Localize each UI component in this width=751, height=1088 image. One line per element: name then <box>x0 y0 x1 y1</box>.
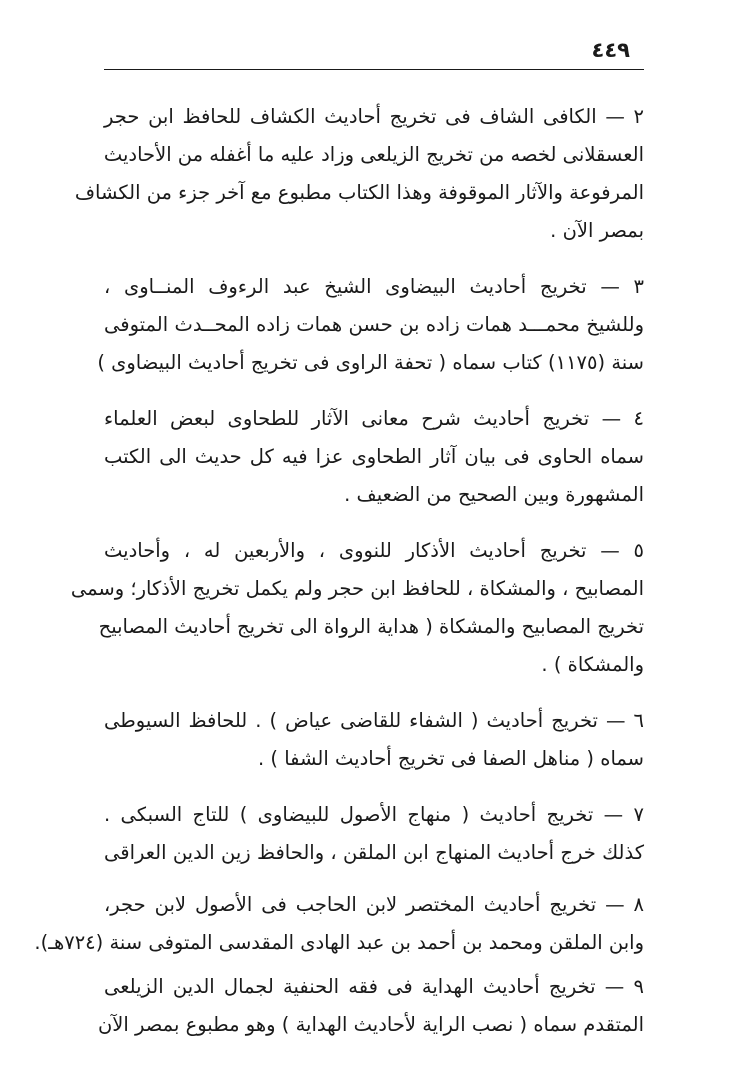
text-line: ٢ — الكافى الشاف فى تخريج أحاديث الكشاف للحافظ ابن حجر <box>104 105 644 128</box>
paragraph-4 <box>104 400 644 514</box>
page-number: ٤٤٩ <box>591 38 630 62</box>
text-line: ٩ — تخريج أحاديث الهداية فى فقه الحنفية لجمال الدين الزيلعى <box>104 975 644 998</box>
text-line: المشهورة وبين الصحيح من الضعيف . <box>344 483 644 506</box>
header-rule <box>104 69 644 70</box>
text-line: ٧ — تخريج أحاديث ( منهاج الأصول للبيضاوى ) للتاج السبكى . <box>104 803 644 826</box>
paragraph-9 <box>97 968 644 1044</box>
text-line: المتقدم سماه ( نصب الراية لأحاديث الهداية ) وهو مطبوع بمصر الآن <box>97 1013 644 1036</box>
text-line: ٥ — تخريج أحاديث الأذكار للنووى ، والأربعين له ، وأحاديث <box>104 539 644 562</box>
paragraph-5 <box>70 532 644 684</box>
text-line: سماه ( مناهل الصفا فى تخريج أحاديث الشفا ) . <box>258 747 644 770</box>
page-body <box>34 98 644 1050</box>
text-line: وابن الملقن ومحمد بن أحمد بن عبد الهادى المقدسى المتوفى سنة (٧٢٤هـ). <box>34 931 644 954</box>
text-line: بمصر الآن . <box>550 219 644 242</box>
text-line: ٣ — تخريج أحاديث البيضاوى الشيخ عبد الرءوف المنــاوى ، <box>104 275 644 298</box>
text-line: سماه الحاوى فى بيان آثار الطحاوى عزا فيه كل حديث الى الكتب <box>104 445 644 468</box>
paragraph-8 <box>34 886 644 962</box>
paragraph-2 <box>74 98 644 250</box>
paragraph-3 <box>97 268 644 382</box>
text-line: والمشكاة ) . <box>541 653 644 676</box>
text-line: كذلك خرج أحاديث المنهاج ابن الملقن ، والحافظ زين الدين العراقى <box>104 841 644 864</box>
text-line: سنة (١١٧٥) كتاب سماه ( تحفة الراوى فى تخريج أحاديث البيضاوى ) <box>97 351 644 374</box>
text-line: وللشيخ محمـــد همات زاده بن حسن همات زاده المحــدث المتوفى <box>104 313 644 336</box>
text-line: المرفوعة والآثار الموقوفة وهذا الكتاب مطبوع مع آخر جزء من الكشاف <box>74 181 644 204</box>
text-line: العسقلانى لخصه من تخريج الزيلعى وزاد عليه ما أغفله من الأحاديث <box>103 143 644 166</box>
paragraph-6 <box>104 702 644 778</box>
paragraph-7 <box>104 796 644 872</box>
book-page <box>34 38 644 1048</box>
text-line: ٨ — تخريج أحاديث المختصر لابن الحاجب فى الأصول لابن حجر، <box>104 893 644 916</box>
text-line: ٦ — تخريج أحاديث ( الشفاء للقاضى عياض ) . للحافظ السيوطى <box>104 709 644 732</box>
page-header <box>104 38 644 68</box>
text-line: ٤ — تخريج أحاديث شرح معانى الآثار للطحاوى لبعض العلماء <box>104 407 644 430</box>
text-line: تخريج المصابيح والمشكاة ( هداية الرواة الى تخريج أحاديث المصابيح <box>98 615 644 638</box>
text-line: المصابيح ، والمشكاة ، للحافظ ابن حجر ولم يكمل تخريج الأذكار؛ وسمى <box>70 577 644 600</box>
